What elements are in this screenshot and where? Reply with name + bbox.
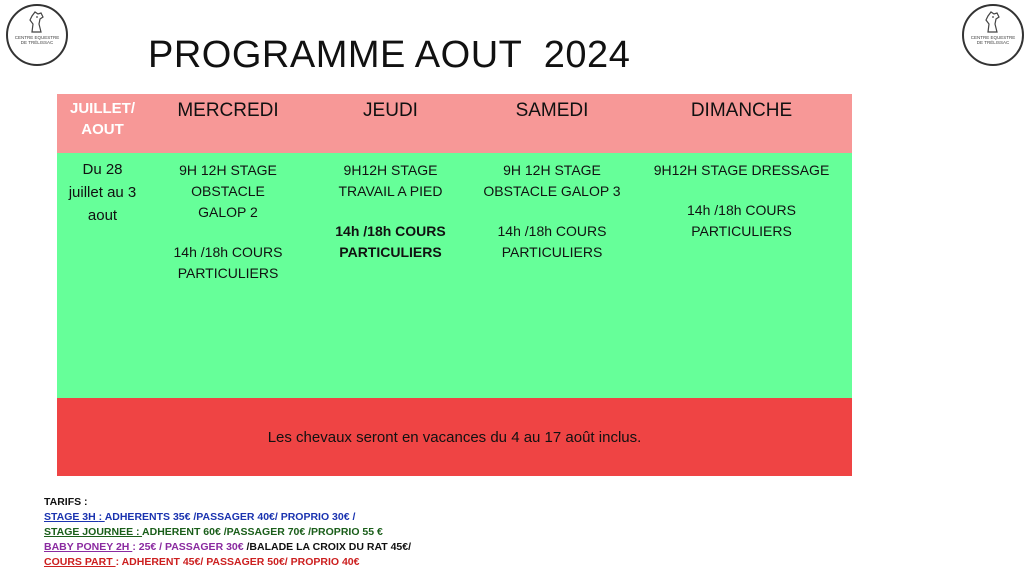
period-cell: Du 28 juillet au 3 aout — [68, 161, 137, 224]
tarif-separator: : — [98, 511, 105, 523]
notice-row — [57, 398, 852, 476]
activity-afternoon: 14h /18h COURS PARTICULIERS — [687, 202, 796, 239]
tarifs-section — [44, 495, 411, 570]
logo-name-line2: DE TRÉLISSAC — [976, 40, 1010, 45]
tarifs-heading: TARIFS : — [44, 496, 88, 508]
activity-afternoon: 14h /18h COURS PARTICULIERS — [497, 223, 607, 260]
page-title: PROGRAMME AOUT 2024 — [148, 34, 631, 76]
cell-mercredi — [148, 153, 308, 398]
tarif-label: STAGE JOURNEE — [44, 526, 136, 538]
activity-morning: 9H12H STAGE DRESSAGE — [653, 162, 830, 178]
header-row — [57, 94, 852, 153]
logo-name-line2: DE TRÉLISSAC — [20, 40, 54, 45]
tarif-label: COURS PART — [44, 556, 116, 568]
tarif-stage-journee — [44, 525, 411, 540]
tarif-cours-part — [44, 555, 411, 570]
logo-name-line1: CENTRE EQUESTRE — [970, 35, 1016, 40]
horse-head-icon — [982, 10, 1004, 34]
activity-morning: 9H 12H STAGE OBSTACLE GALOP 3 — [483, 162, 621, 199]
logo-left — [6, 4, 68, 66]
day-header-samedi: SAMEDI — [515, 100, 589, 121]
logo-name-line1: CENTRE EQUESTRE — [14, 35, 60, 40]
logo-text — [969, 35, 1017, 45]
activity-afternoon: 14h /18h COURS PARTICULIERS — [335, 223, 446, 260]
tarif-stage-3h — [44, 510, 411, 525]
tarif-prices: : 25€ / PASSAGER 30€ — [132, 541, 247, 553]
cell-dimanche — [631, 153, 852, 398]
cell-samedi — [473, 153, 631, 398]
cell-jeudi — [308, 153, 473, 398]
schedule-table — [57, 94, 852, 476]
tarif-balade: /BALADE LA CROIX DU RAT 45€/ — [246, 541, 412, 553]
period-header: JUILLET/ AOUT — [69, 100, 135, 138]
tarif-label: BABY PONEY 2H — [44, 541, 133, 553]
tarif-separator: : — [136, 526, 143, 538]
activity-afternoon: 14h /18h COURS PARTICULIERS — [173, 244, 283, 281]
day-header-mercredi: MERCREDI — [177, 100, 279, 121]
tarif-prices: ADHERENTS 35€ /PASSAGER 40€/ PROPRIO 30€ / — [104, 511, 356, 523]
tarif-label: STAGE 3H — [44, 511, 99, 523]
tarif-baby-poney — [44, 540, 411, 555]
day-header-jeudi: JEUDI — [363, 100, 418, 121]
schedule-row — [57, 153, 852, 398]
holiday-notice: Les chevaux seront en vacances du 4 au 17 août inclus. — [267, 428, 642, 446]
logo-right — [962, 4, 1024, 66]
day-header-dimanche: DIMANCHE — [690, 100, 793, 121]
tarif-prices: : ADHERENT 45€/ PASSAGER 50€/ PROPRIO 40€ — [115, 556, 360, 568]
activity-morning: 9H12H STAGE TRAVAIL A PIED — [338, 162, 443, 199]
activity-morning: 9H 12H STAGE OBSTACLE GALOP 2 — [179, 162, 277, 220]
logo-text — [13, 35, 61, 45]
horse-head-icon — [26, 10, 48, 34]
tarif-prices: ADHERENT 60€ /PASSAGER 70€ /PROPRIO 55 € — [142, 526, 383, 538]
